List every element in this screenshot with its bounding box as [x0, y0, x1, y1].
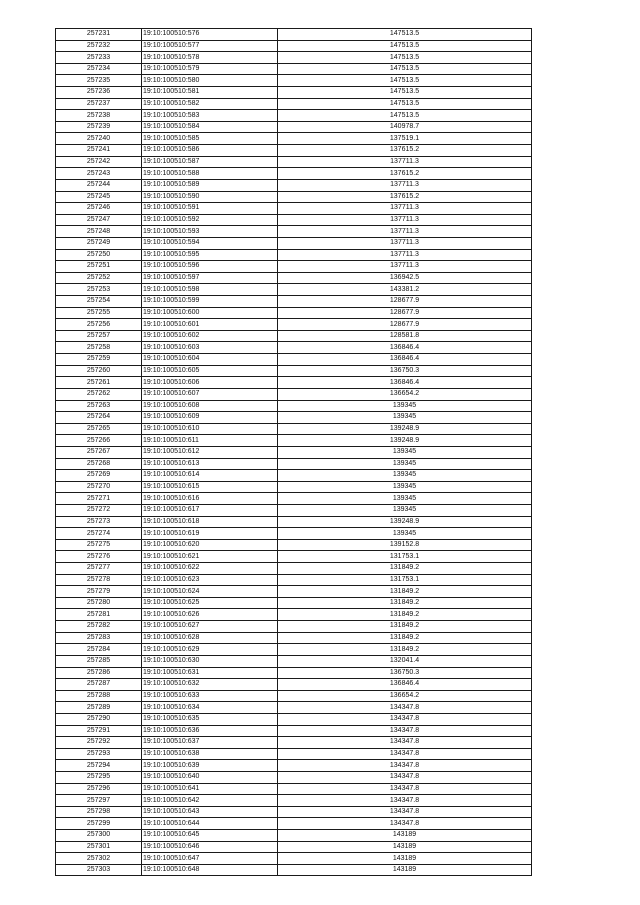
row-id-cell: 257256	[56, 319, 142, 331]
row-value-cell: 134347.8	[278, 737, 532, 749]
row-value-cell: 132041.4	[278, 655, 532, 667]
row-value-cell: 137711.3	[278, 214, 532, 226]
table-row	[56, 412, 532, 424]
table-row	[56, 272, 532, 284]
table-row	[56, 725, 532, 737]
table-row	[56, 168, 532, 180]
row-id-cell: 257249	[56, 237, 142, 249]
row-id-cell: 257281	[56, 609, 142, 621]
row-value-cell: 134347.8	[278, 748, 532, 760]
row-value-cell: 147513.5	[278, 29, 532, 41]
table-row	[56, 307, 532, 319]
row-id-cell: 257247	[56, 214, 142, 226]
row-value-cell: 137711.3	[278, 226, 532, 238]
row-timestamp-cell: 19:10:100510:626	[142, 609, 278, 621]
table-row	[56, 621, 532, 633]
row-value-cell: 143381.2	[278, 284, 532, 296]
table-row	[56, 98, 532, 110]
row-timestamp-cell: 19:10:100510:610	[142, 423, 278, 435]
row-id-cell: 257240	[56, 133, 142, 145]
table-row	[56, 133, 532, 145]
table-row	[56, 156, 532, 168]
row-id-cell: 257279	[56, 586, 142, 598]
table-row	[56, 226, 532, 238]
row-value-cell: 131849.2	[278, 609, 532, 621]
row-value-cell: 136654.2	[278, 388, 532, 400]
row-id-cell: 257233	[56, 52, 142, 64]
table-row	[56, 679, 532, 691]
table-row	[56, 795, 532, 807]
row-value-cell: 137711.3	[278, 156, 532, 168]
row-value-cell: 128581.8	[278, 330, 532, 342]
row-id-cell: 257261	[56, 377, 142, 389]
row-value-cell: 136846.4	[278, 377, 532, 389]
row-timestamp-cell: 19:10:100510:642	[142, 795, 278, 807]
row-value-cell: 143189	[278, 841, 532, 853]
row-value-cell: 139345	[278, 400, 532, 412]
row-timestamp-cell: 19:10:100510:621	[142, 551, 278, 563]
row-value-cell: 137711.3	[278, 237, 532, 249]
row-value-cell: 134347.8	[278, 713, 532, 725]
row-value-cell: 131753.1	[278, 551, 532, 563]
row-timestamp-cell: 19:10:100510:636	[142, 725, 278, 737]
row-id-cell: 257251	[56, 261, 142, 273]
row-timestamp-cell: 19:10:100510:602	[142, 330, 278, 342]
table-row	[56, 330, 532, 342]
row-timestamp-cell: 19:10:100510:598	[142, 284, 278, 296]
table-row	[56, 806, 532, 818]
row-timestamp-cell: 19:10:100510:625	[142, 597, 278, 609]
row-timestamp-cell: 19:10:100510:623	[142, 574, 278, 586]
row-timestamp-cell: 19:10:100510:596	[142, 261, 278, 273]
row-timestamp-cell: 19:10:100510:606	[142, 377, 278, 389]
row-value-cell: 147513.5	[278, 98, 532, 110]
row-value-cell: 136846.4	[278, 679, 532, 691]
row-timestamp-cell: 19:10:100510:648	[142, 864, 278, 876]
row-value-cell: 137711.3	[278, 179, 532, 191]
row-timestamp-cell: 19:10:100510:629	[142, 644, 278, 656]
row-id-cell: 257301	[56, 841, 142, 853]
row-id-cell: 257271	[56, 493, 142, 505]
table-row	[56, 435, 532, 447]
row-id-cell: 257294	[56, 760, 142, 772]
row-value-cell: 143189	[278, 853, 532, 865]
row-value-cell: 134347.8	[278, 760, 532, 772]
row-value-cell: 147513.5	[278, 40, 532, 52]
row-value-cell: 131849.2	[278, 563, 532, 575]
row-timestamp-cell: 19:10:100510:619	[142, 528, 278, 540]
row-id-cell: 257234	[56, 63, 142, 75]
row-timestamp-cell: 19:10:100510:635	[142, 713, 278, 725]
row-id-cell: 257276	[56, 551, 142, 563]
table-row	[56, 516, 532, 528]
row-timestamp-cell: 19:10:100510:588	[142, 168, 278, 180]
table-row	[56, 52, 532, 64]
row-id-cell: 257267	[56, 446, 142, 458]
table-row	[56, 446, 532, 458]
row-id-cell: 257299	[56, 818, 142, 830]
table-row	[56, 388, 532, 400]
row-id-cell: 257273	[56, 516, 142, 528]
row-timestamp-cell: 19:10:100510:582	[142, 98, 278, 110]
row-id-cell: 257253	[56, 284, 142, 296]
row-timestamp-cell: 19:10:100510:639	[142, 760, 278, 772]
row-value-cell: 139345	[278, 528, 532, 540]
row-id-cell: 257250	[56, 249, 142, 261]
row-id-cell: 257278	[56, 574, 142, 586]
row-value-cell: 139248.9	[278, 423, 532, 435]
row-id-cell: 257282	[56, 621, 142, 633]
table-row	[56, 841, 532, 853]
row-timestamp-cell: 19:10:100510:614	[142, 470, 278, 482]
row-id-cell: 257280	[56, 597, 142, 609]
row-value-cell: 136750.3	[278, 365, 532, 377]
row-timestamp-cell: 19:10:100510:612	[142, 446, 278, 458]
table-row	[56, 377, 532, 389]
row-value-cell: 134347.8	[278, 795, 532, 807]
row-timestamp-cell: 19:10:100510:603	[142, 342, 278, 354]
table-row	[56, 75, 532, 87]
table-row	[56, 853, 532, 865]
row-value-cell: 137615.2	[278, 145, 532, 157]
row-id-cell: 257292	[56, 737, 142, 749]
data-table-body	[56, 29, 532, 876]
row-timestamp-cell: 19:10:100510:633	[142, 690, 278, 702]
row-id-cell: 257283	[56, 632, 142, 644]
row-id-cell: 257272	[56, 504, 142, 516]
row-id-cell: 257302	[56, 853, 142, 865]
table-row	[56, 458, 532, 470]
row-id-cell: 257263	[56, 400, 142, 412]
row-id-cell: 257260	[56, 365, 142, 377]
table-row	[56, 864, 532, 876]
row-timestamp-cell: 19:10:100510:630	[142, 655, 278, 667]
row-value-cell: 139345	[278, 470, 532, 482]
table-row	[56, 342, 532, 354]
row-timestamp-cell: 19:10:100510:586	[142, 145, 278, 157]
table-row	[56, 423, 532, 435]
row-timestamp-cell: 19:10:100510:644	[142, 818, 278, 830]
row-id-cell: 257295	[56, 772, 142, 784]
row-id-cell: 257270	[56, 481, 142, 493]
row-timestamp-cell: 19:10:100510:627	[142, 621, 278, 633]
row-timestamp-cell: 19:10:100510:631	[142, 667, 278, 679]
row-timestamp-cell: 19:10:100510:646	[142, 841, 278, 853]
row-id-cell: 257268	[56, 458, 142, 470]
row-id-cell: 257245	[56, 191, 142, 203]
row-id-cell: 257274	[56, 528, 142, 540]
row-id-cell: 257237	[56, 98, 142, 110]
row-timestamp-cell: 19:10:100510:643	[142, 806, 278, 818]
row-value-cell: 131849.2	[278, 586, 532, 598]
table-row	[56, 261, 532, 273]
row-value-cell: 140978.7	[278, 121, 532, 133]
row-timestamp-cell: 19:10:100510:637	[142, 737, 278, 749]
row-value-cell: 139248.9	[278, 516, 532, 528]
row-value-cell: 139248.9	[278, 435, 532, 447]
row-id-cell: 257248	[56, 226, 142, 238]
table-row	[56, 493, 532, 505]
row-timestamp-cell: 19:10:100510:576	[142, 29, 278, 41]
row-timestamp-cell: 19:10:100510:599	[142, 296, 278, 308]
table-row	[56, 179, 532, 191]
row-id-cell: 257303	[56, 864, 142, 876]
row-id-cell: 257265	[56, 423, 142, 435]
row-id-cell: 257232	[56, 40, 142, 52]
table-row	[56, 237, 532, 249]
row-id-cell: 257288	[56, 690, 142, 702]
table-row	[56, 481, 532, 493]
row-timestamp-cell: 19:10:100510:578	[142, 52, 278, 64]
table-row	[56, 214, 532, 226]
row-timestamp-cell: 19:10:100510:591	[142, 203, 278, 215]
row-value-cell: 143189	[278, 864, 532, 876]
table-row	[56, 667, 532, 679]
row-value-cell: 137711.3	[278, 261, 532, 273]
table-row	[56, 690, 532, 702]
table-row	[56, 365, 532, 377]
table-row	[56, 354, 532, 366]
table-row	[56, 563, 532, 575]
data-table	[55, 28, 532, 876]
row-value-cell: 147513.5	[278, 87, 532, 99]
table-row	[56, 191, 532, 203]
row-timestamp-cell: 19:10:100510:645	[142, 830, 278, 842]
row-timestamp-cell: 19:10:100510:580	[142, 75, 278, 87]
row-timestamp-cell: 19:10:100510:617	[142, 504, 278, 516]
table-row	[56, 145, 532, 157]
row-value-cell: 136654.2	[278, 690, 532, 702]
row-timestamp-cell: 19:10:100510:609	[142, 412, 278, 424]
row-timestamp-cell: 19:10:100510:634	[142, 702, 278, 714]
row-timestamp-cell: 19:10:100510:590	[142, 191, 278, 203]
row-id-cell: 257286	[56, 667, 142, 679]
table-row	[56, 203, 532, 215]
row-id-cell: 257275	[56, 539, 142, 551]
row-value-cell: 131849.2	[278, 632, 532, 644]
row-value-cell: 128677.9	[278, 319, 532, 331]
row-timestamp-cell: 19:10:100510:600	[142, 307, 278, 319]
row-id-cell: 257284	[56, 644, 142, 656]
row-timestamp-cell: 19:10:100510:589	[142, 179, 278, 191]
table-row	[56, 40, 532, 52]
row-timestamp-cell: 19:10:100510:594	[142, 237, 278, 249]
row-timestamp-cell: 19:10:100510:605	[142, 365, 278, 377]
row-id-cell: 257289	[56, 702, 142, 714]
row-value-cell: 131849.2	[278, 597, 532, 609]
table-row	[56, 504, 532, 516]
row-timestamp-cell: 19:10:100510:593	[142, 226, 278, 238]
row-value-cell: 131753.1	[278, 574, 532, 586]
row-id-cell: 257257	[56, 330, 142, 342]
row-timestamp-cell: 19:10:100510:640	[142, 772, 278, 784]
table-row	[56, 539, 532, 551]
row-timestamp-cell: 19:10:100510:579	[142, 63, 278, 75]
row-timestamp-cell: 19:10:100510:628	[142, 632, 278, 644]
row-value-cell: 134347.8	[278, 725, 532, 737]
row-value-cell: 137711.3	[278, 203, 532, 215]
row-id-cell: 257255	[56, 307, 142, 319]
row-id-cell: 257259	[56, 354, 142, 366]
table-row	[56, 249, 532, 261]
row-timestamp-cell: 19:10:100510:647	[142, 853, 278, 865]
row-value-cell: 136846.4	[278, 354, 532, 366]
table-row	[56, 609, 532, 621]
row-value-cell: 131849.2	[278, 644, 532, 656]
row-timestamp-cell: 19:10:100510:624	[142, 586, 278, 598]
table-row	[56, 29, 532, 41]
row-value-cell: 139345	[278, 458, 532, 470]
table-row	[56, 296, 532, 308]
row-id-cell: 257238	[56, 110, 142, 122]
row-value-cell: 147513.5	[278, 63, 532, 75]
row-value-cell: 128677.9	[278, 296, 532, 308]
row-id-cell: 257266	[56, 435, 142, 447]
row-timestamp-cell: 19:10:100510:608	[142, 400, 278, 412]
row-timestamp-cell: 19:10:100510:615	[142, 481, 278, 493]
row-value-cell: 147513.5	[278, 110, 532, 122]
table-row	[56, 632, 532, 644]
row-timestamp-cell: 19:10:100510:620	[142, 539, 278, 551]
row-id-cell: 257262	[56, 388, 142, 400]
table-row	[56, 121, 532, 133]
row-id-cell: 257287	[56, 679, 142, 691]
table-row	[56, 87, 532, 99]
row-value-cell: 139345	[278, 481, 532, 493]
row-value-cell: 137519.1	[278, 133, 532, 145]
table-row	[56, 748, 532, 760]
table-row	[56, 284, 532, 296]
row-timestamp-cell: 19:10:100510:641	[142, 783, 278, 795]
row-id-cell: 257296	[56, 783, 142, 795]
row-value-cell: 137615.2	[278, 191, 532, 203]
row-timestamp-cell: 19:10:100510:584	[142, 121, 278, 133]
table-row	[56, 783, 532, 795]
row-id-cell: 257298	[56, 806, 142, 818]
row-timestamp-cell: 19:10:100510:607	[142, 388, 278, 400]
table-row	[56, 737, 532, 749]
row-id-cell: 257291	[56, 725, 142, 737]
row-id-cell: 257236	[56, 87, 142, 99]
table-row	[56, 63, 532, 75]
table-row	[56, 772, 532, 784]
row-timestamp-cell: 19:10:100510:597	[142, 272, 278, 284]
row-value-cell: 147513.5	[278, 52, 532, 64]
row-timestamp-cell: 19:10:100510:622	[142, 563, 278, 575]
row-id-cell: 257297	[56, 795, 142, 807]
row-id-cell: 257285	[56, 655, 142, 667]
row-timestamp-cell: 19:10:100510:577	[142, 40, 278, 52]
row-timestamp-cell: 19:10:100510:604	[142, 354, 278, 366]
table-row	[56, 830, 532, 842]
row-id-cell: 257264	[56, 412, 142, 424]
row-value-cell: 139152.8	[278, 539, 532, 551]
row-timestamp-cell: 19:10:100510:616	[142, 493, 278, 505]
row-id-cell: 257239	[56, 121, 142, 133]
table-row	[56, 713, 532, 725]
row-value-cell: 136942.5	[278, 272, 532, 284]
row-value-cell: 139345	[278, 504, 532, 516]
row-timestamp-cell: 19:10:100510:595	[142, 249, 278, 261]
table-row	[56, 470, 532, 482]
table-row	[56, 551, 532, 563]
row-value-cell: 139345	[278, 412, 532, 424]
row-value-cell: 147513.5	[278, 75, 532, 87]
row-timestamp-cell: 19:10:100510:592	[142, 214, 278, 226]
row-value-cell: 136750.3	[278, 667, 532, 679]
row-id-cell: 257258	[56, 342, 142, 354]
table-row	[56, 818, 532, 830]
row-timestamp-cell: 19:10:100510:611	[142, 435, 278, 447]
table-row	[56, 760, 532, 772]
row-timestamp-cell: 19:10:100510:585	[142, 133, 278, 145]
table-row	[56, 319, 532, 331]
row-value-cell: 134347.8	[278, 806, 532, 818]
row-id-cell: 257293	[56, 748, 142, 760]
row-id-cell: 257244	[56, 179, 142, 191]
row-id-cell: 257254	[56, 296, 142, 308]
row-timestamp-cell: 19:10:100510:632	[142, 679, 278, 691]
row-id-cell: 257269	[56, 470, 142, 482]
row-id-cell: 257277	[56, 563, 142, 575]
row-value-cell: 131849.2	[278, 621, 532, 633]
row-value-cell: 139345	[278, 446, 532, 458]
row-id-cell: 257252	[56, 272, 142, 284]
row-id-cell: 257235	[56, 75, 142, 87]
row-id-cell: 257300	[56, 830, 142, 842]
row-value-cell: 134347.8	[278, 818, 532, 830]
row-id-cell: 257241	[56, 145, 142, 157]
row-timestamp-cell: 19:10:100510:618	[142, 516, 278, 528]
row-timestamp-cell: 19:10:100510:638	[142, 748, 278, 760]
row-value-cell: 139345	[278, 493, 532, 505]
row-id-cell: 257246	[56, 203, 142, 215]
row-value-cell: 137711.3	[278, 249, 532, 261]
table-row	[56, 574, 532, 586]
row-id-cell: 257242	[56, 156, 142, 168]
row-value-cell: 134347.8	[278, 772, 532, 784]
row-value-cell: 136846.4	[278, 342, 532, 354]
row-value-cell: 134347.8	[278, 783, 532, 795]
row-value-cell: 143189	[278, 830, 532, 842]
table-row	[56, 597, 532, 609]
row-value-cell: 128677.9	[278, 307, 532, 319]
table-row	[56, 110, 532, 122]
row-value-cell: 134347.8	[278, 702, 532, 714]
row-id-cell: 257290	[56, 713, 142, 725]
row-timestamp-cell: 19:10:100510:587	[142, 156, 278, 168]
table-row	[56, 400, 532, 412]
row-timestamp-cell: 19:10:100510:583	[142, 110, 278, 122]
row-id-cell: 257231	[56, 29, 142, 41]
row-id-cell: 257243	[56, 168, 142, 180]
row-timestamp-cell: 19:10:100510:581	[142, 87, 278, 99]
table-row	[56, 702, 532, 714]
table-row	[56, 644, 532, 656]
row-value-cell: 137615.2	[278, 168, 532, 180]
table-row	[56, 528, 532, 540]
row-timestamp-cell: 19:10:100510:613	[142, 458, 278, 470]
table-row	[56, 586, 532, 598]
table-row	[56, 655, 532, 667]
row-timestamp-cell: 19:10:100510:601	[142, 319, 278, 331]
